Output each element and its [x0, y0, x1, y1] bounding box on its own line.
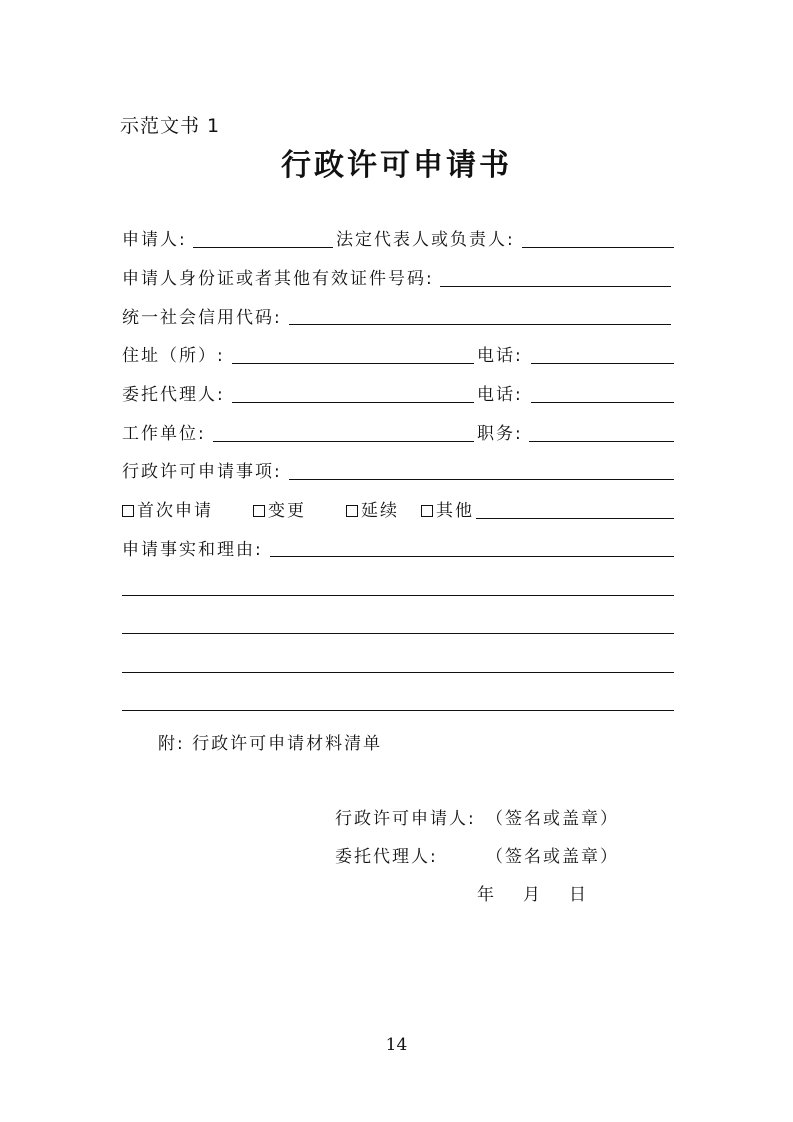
- legal-rep-field[interactable]: [522, 247, 674, 248]
- reasons-label: 申请事实和理由:: [122, 540, 263, 560]
- agent-phone-label: 电话:: [477, 385, 523, 405]
- id-number-label: 申请人身份证或者其他有效证件号码:: [122, 269, 434, 289]
- option-label: 首次申请: [137, 501, 213, 521]
- legal-rep-label: 法定代表人或负责人:: [336, 230, 515, 250]
- applicant-signature-label: 行政许可申请人:: [335, 809, 476, 829]
- agent-seal-note: （签名或盖章）: [486, 847, 619, 867]
- employer-field[interactable]: [213, 441, 474, 442]
- matter-label: 行政许可申请事项:: [122, 462, 282, 482]
- phone-field[interactable]: [531, 363, 674, 364]
- employer-label: 工作单位:: [122, 424, 206, 444]
- applicant-seal-note: （签名或盖章）: [486, 809, 619, 829]
- reasons-line[interactable]: [122, 710, 674, 711]
- position-label: 职务:: [477, 424, 523, 444]
- phone-label: 电话:: [477, 346, 523, 366]
- checkbox-icon[interactable]: [421, 505, 433, 517]
- checkbox-icon[interactable]: [346, 505, 358, 517]
- other-field[interactable]: [476, 518, 674, 519]
- id-number-field[interactable]: [440, 286, 671, 287]
- credit-code-label: 统一社会信用代码:: [122, 308, 282, 328]
- option-label: 变更: [268, 501, 306, 521]
- option-label: 其他: [436, 501, 474, 521]
- address-label: 住址（所）:: [122, 346, 225, 366]
- reasons-field[interactable]: [270, 556, 674, 557]
- checkbox-icon[interactable]: [122, 505, 134, 517]
- checkbox-icon[interactable]: [253, 505, 265, 517]
- agent-field[interactable]: [232, 402, 474, 403]
- date-month: 月: [523, 885, 542, 905]
- date-day: 日: [569, 885, 588, 905]
- credit-code-field[interactable]: [289, 324, 671, 325]
- option-change[interactable]: [253, 500, 306, 522]
- date-year: 年: [477, 885, 496, 905]
- document-title: 行政许可申请书: [281, 148, 512, 183]
- reasons-line[interactable]: [122, 672, 674, 673]
- attachment-note: 附: 行政许可申请材料清单: [158, 734, 383, 754]
- agent-signature-label: 委托代理人:: [335, 847, 438, 867]
- matter-field[interactable]: [289, 479, 674, 480]
- applicant-label: 申请人:: [122, 230, 187, 250]
- sample-label: 示范文书 1: [120, 115, 221, 137]
- agent-label: 委托代理人:: [122, 385, 225, 405]
- option-first-application[interactable]: [122, 500, 213, 522]
- option-label: 延续: [361, 501, 399, 521]
- reasons-line[interactable]: [122, 633, 674, 634]
- reasons-line[interactable]: [122, 595, 674, 596]
- address-field[interactable]: [232, 363, 474, 364]
- applicant-field[interactable]: [193, 247, 333, 248]
- page-number: 14: [385, 1035, 408, 1055]
- option-renewal[interactable]: [346, 500, 399, 522]
- agent-phone-field[interactable]: [531, 402, 674, 403]
- option-other[interactable]: [421, 500, 474, 522]
- position-field[interactable]: [529, 441, 674, 442]
